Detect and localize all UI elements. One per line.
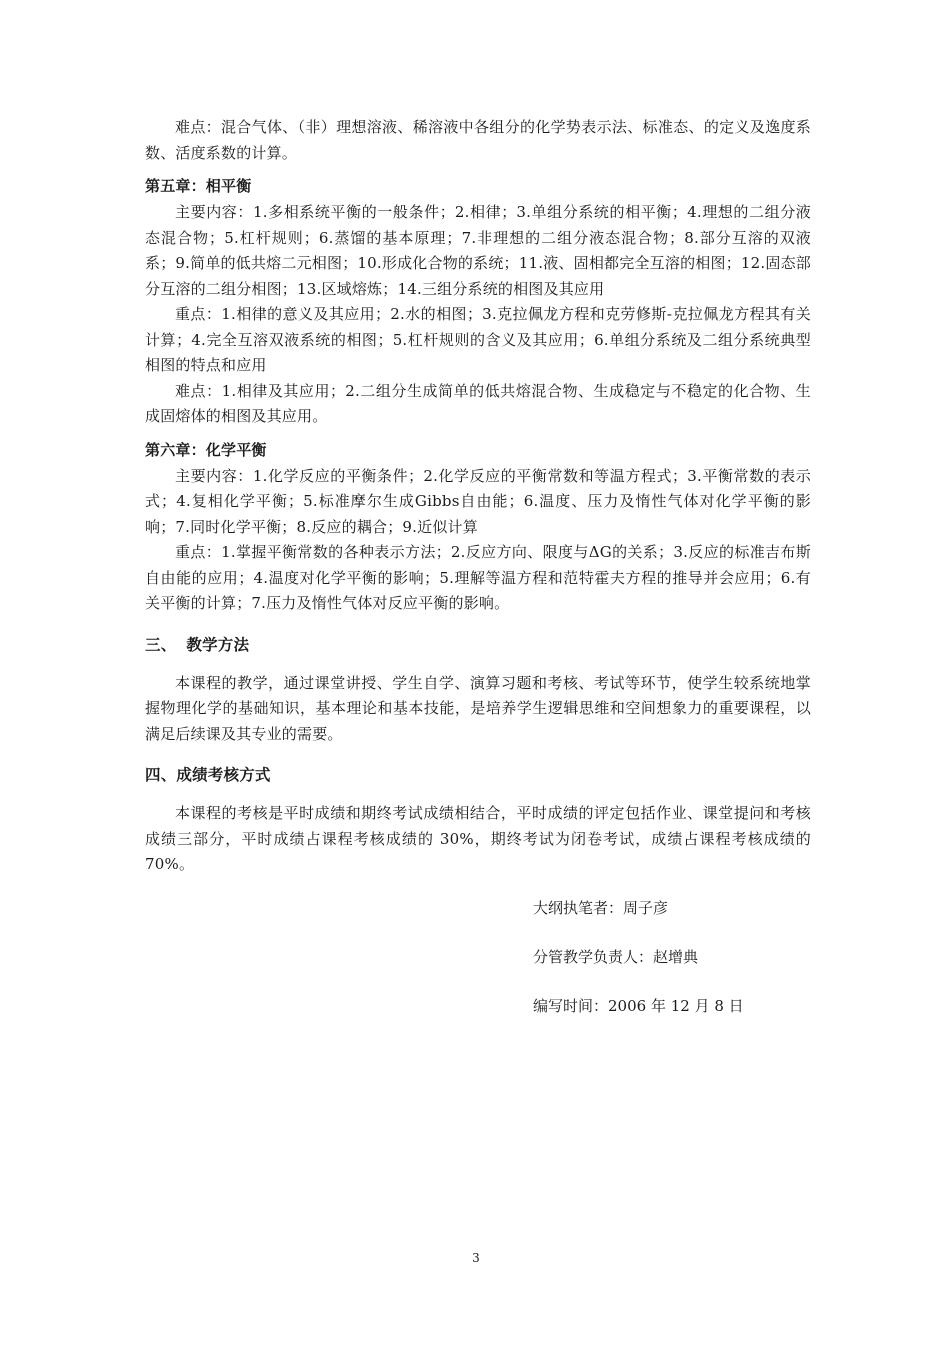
signature-date: 编写时间：2006 年 12 月 8 日 <box>533 997 744 1015</box>
section3-heading <box>145 631 811 658</box>
section3-number: 三、 <box>145 634 177 654</box>
section4-body: 本课程的考核是平时成绩和期终考试成绩相结合，平时成绩的评定包括作业、课堂提问和考核成绩三部分，平时成绩占课程考核成绩的 30%，期终考试为闭卷考试，成绩占课程考核成绩的 70%。 <box>145 804 811 873</box>
chapter5-key-points: 重点：1.相律的意义及其应用；2.水的相图；3.克拉佩龙方程和克劳修斯-克拉佩龙方程其有关计算；4.完全互溶双液系统的相图；5.杠杆规则的含义及其应用；6.单组分系统及二组分系统典型相图的特点和应用 <box>145 305 811 374</box>
chapter5-difficulty: 难点：1.相律及其应用；2.二组分生成简单的低共熔混合物、生成稳定与不稳定的化合物、生成固熔体的相图及其应用。 <box>145 381 811 425</box>
chapter6-heading: 第六章：化学平衡 <box>145 440 267 459</box>
chapter5-content: 主要内容：1.多相系统平衡的一般条件；2.相律；3.单组分系统的相平衡；4.理想的二组分液态混合物；5.杠杆规则；6.蒸馏的基本原理；7.非理想的二组分液态混合物；8.部分互溶的双液系；9.简单的低共熔二元相图；10.形成化合物的系统；11.液、固相都完全互溶的相图；12.固态部分互溶的二组分相图；13.区域熔炼；14.三组分系统的相图及其应用 <box>145 203 811 298</box>
chapter6-content: 主要内容：1.化学反应的平衡条件；2.化学反应的平衡常数和等温方程式；3.平衡常数的表示式；4.复相化学平衡；5.标准摩尔生成Gibbs自由能；6.温度、压力及惰性气体对化学平衡的影响；7.同时化学平衡；8.反应的耦合；9.近似计算 <box>145 466 811 536</box>
signature-supervisor: 分管教学负责人：赵增典 <box>533 948 699 966</box>
signature-author: 大纲执笔者：周子彦 <box>533 899 669 917</box>
section3-title: 教学方法 <box>186 634 250 654</box>
chapter5-heading: 第五章：相平衡 <box>145 177 252 195</box>
section4-heading: 四、成绩考核方式 <box>145 765 271 784</box>
page-number: 3 <box>472 1251 480 1265</box>
section3-body: 本课程的教学，通过课堂讲授、学生自学、演算习题和考核、考试等环节，使学生较系统地掌握物理化学的基础知识，基本理论和基本技能，是培养学生逻辑思维和空间想象力的重要课程，以满足后续课及其专业的需要。 <box>145 673 811 743</box>
chapter6-key-points: 重点：1.掌握平衡常数的各种表示方法；2.反应方向、限度与ΔG的关系；3.反应的标准吉布斯自由能的应用；4.温度对化学平衡的影响；5.理解等温方程和范特霍夫方程的推导并会应用；6.有关平衡的计算；7.压力及惰性气体对反应平衡的影响。 <box>145 543 811 612</box>
chapter4-difficulty: 难点：混合气体、（非）理想溶液、稀溶液中各组分的化学势表示法、标准态、的定义及逸度系数、活度系数的计算。 <box>145 118 811 162</box>
syllabus-content <box>145 115 811 878</box>
signature-block <box>533 896 744 1043</box>
